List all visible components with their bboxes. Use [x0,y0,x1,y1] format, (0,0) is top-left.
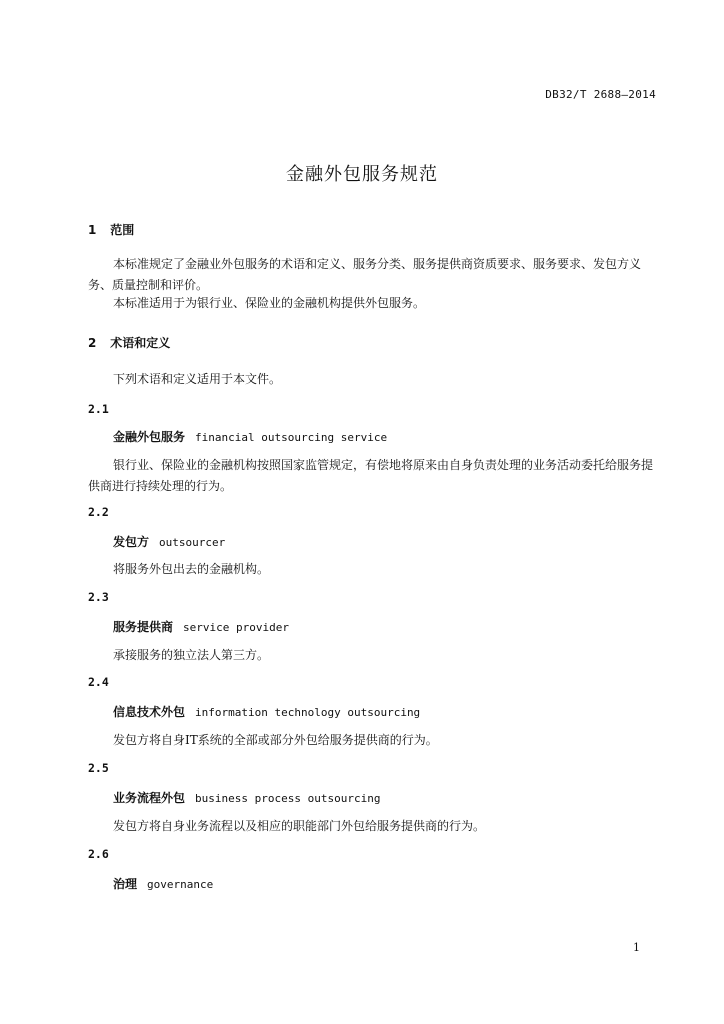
term-definition: 银行业、保险业的金融机构按照国家监管规定，有偿地将原来由自身负责处理的业务活动委托给服务提供商进行持续处理的行为。 [88,458,654,493]
term-entry [113,533,225,550]
term-entry [113,618,289,635]
standard-code: DB32/T 2688—2014 [545,88,656,101]
paragraph: 本标准规定了金融业外包服务的术语和定义、服务分类、服务提供商资质要求、服务要求、发包方义务、质量控制和评价。 [88,257,642,292]
term-en: outsourcer [159,536,226,549]
term-en: service provider [183,621,289,634]
term-en: financial outsourcing service [195,431,388,444]
paragraph: 下列术语和定义适用于本文件。 [113,372,282,386]
clause-number: 2.4 [88,675,109,689]
term-definition: 将服务外包出去的金融机构。 [113,562,270,576]
clause-number: 2.2 [88,505,109,519]
term-zh: 业务流程外包 [113,791,186,805]
section-heading-scope [88,221,134,238]
term-zh: 发包方 [113,535,150,549]
clause-number: 2.1 [88,402,109,416]
term-definition: 承接服务的独立法人第三方。 [113,648,270,662]
section-title: 术语和定义 [110,336,171,350]
paragraph: 本标准适用于为银行业、保险业的金融机构提供外包服务。 [113,296,426,310]
term-en: governance [147,878,214,891]
term-en: business process outsourcing [195,792,381,805]
term-entry [113,875,213,892]
clause-number: 2.3 [88,590,109,604]
term-zh: 服务提供商 [113,620,174,634]
term-definition: 发包方将自身IT系统的全部或部分外包给服务提供商的行为。 [113,733,438,747]
section-title: 范围 [110,223,135,237]
term-entry [113,789,380,806]
section-heading-terms [88,334,170,351]
term-entry [113,703,420,720]
document-title: 金融外包服务规范 [286,164,438,185]
section-number: 1 [88,223,97,237]
term-en: information technology outsourcing [195,706,421,719]
clause-number: 2.6 [88,847,109,861]
term-zh: 信息技术外包 [113,705,186,719]
clause-number: 2.5 [88,761,109,775]
term-entry [113,428,387,445]
term-definition: 发包方将自身业务流程以及相应的职能部门外包给服务提供商的行为。 [113,819,486,833]
section-number: 2 [88,336,97,350]
term-zh: 治理 [113,877,138,891]
term-zh: 金融外包服务 [113,430,186,444]
page-number: 1 [633,941,640,954]
